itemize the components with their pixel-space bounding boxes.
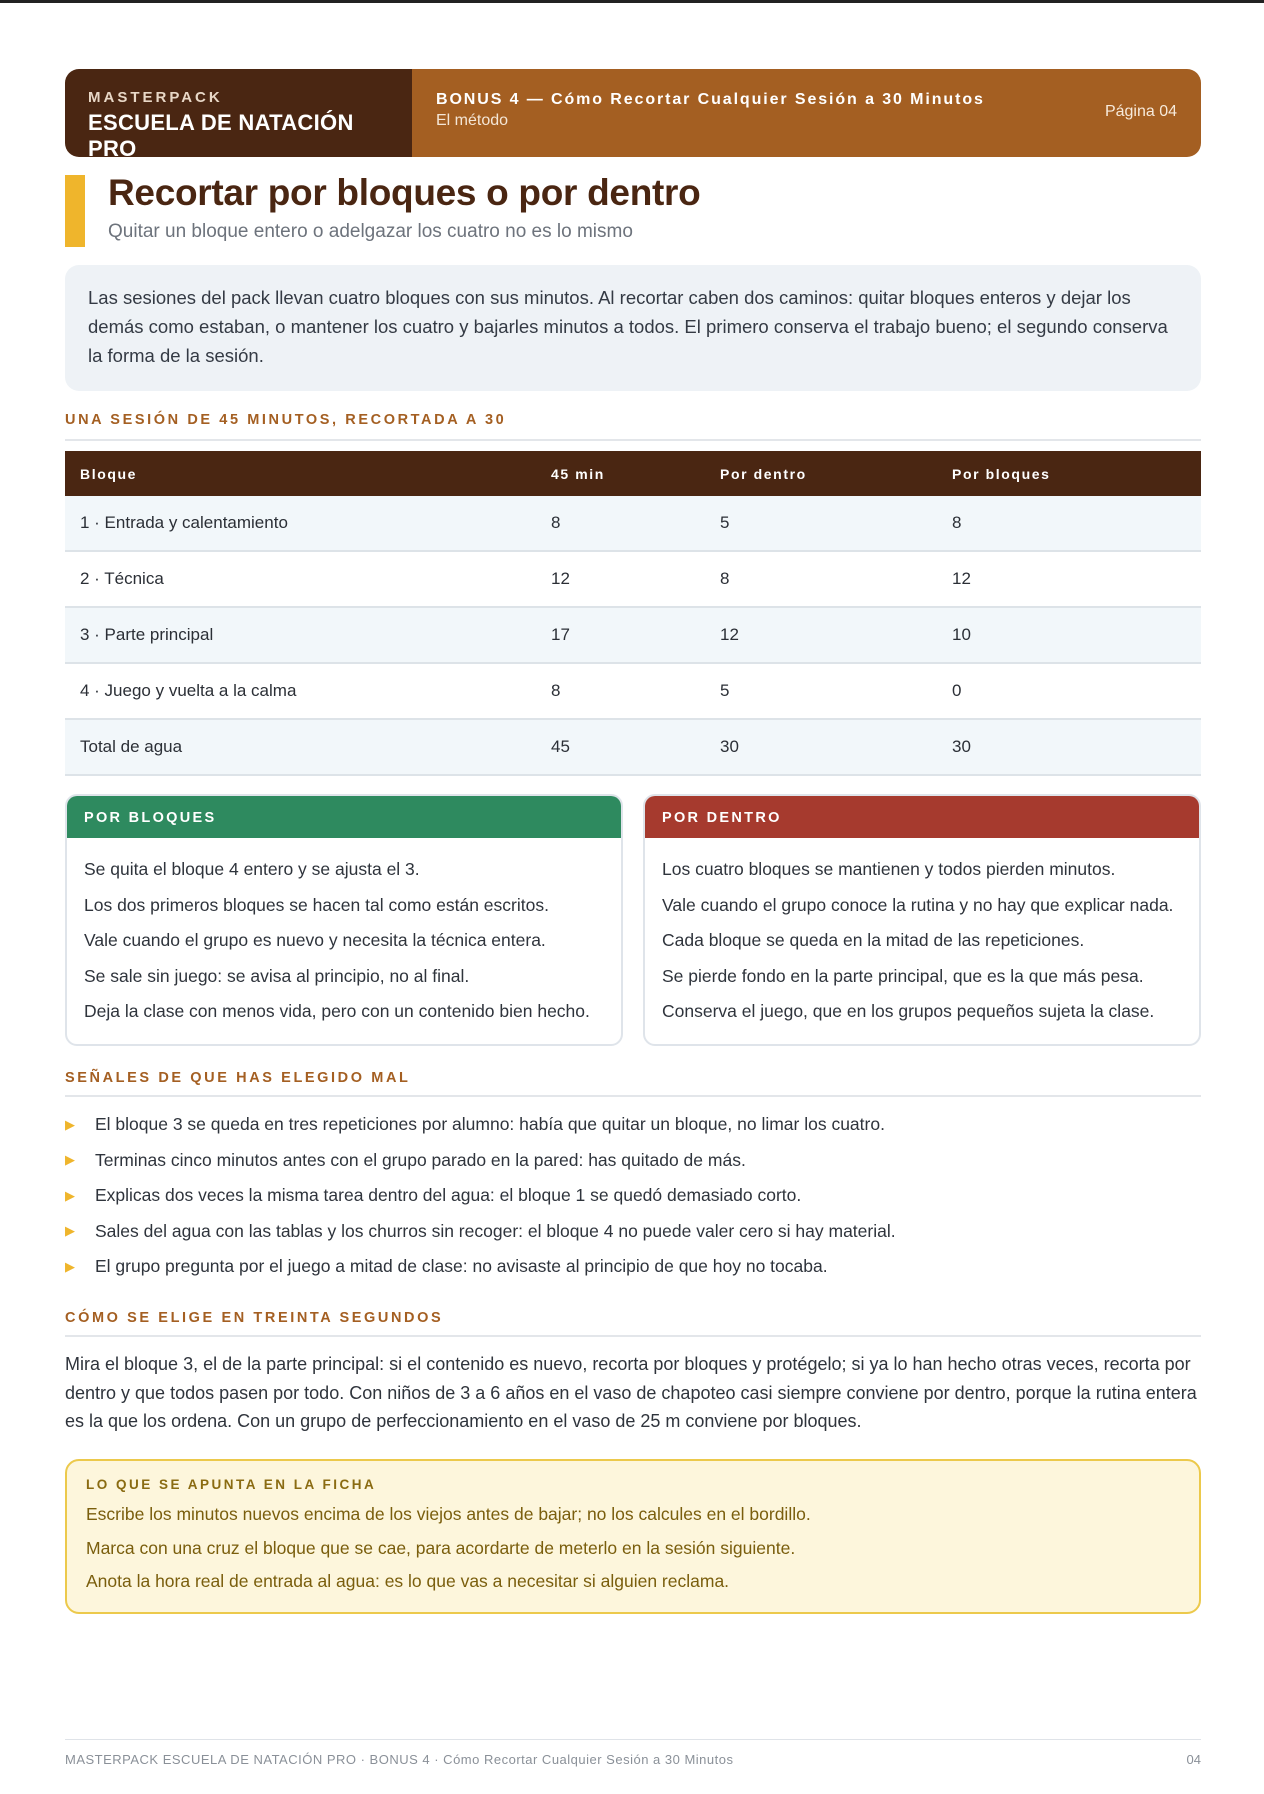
list-item [65,1107,1201,1143]
footer-page-number: 04 [1186,1752,1201,1767]
list-item [65,1178,1201,1214]
note-item: Escribe los minutos nuevos encima de los viejos antes de bajar; no los calcules en el bordillo. [86,1504,811,1524]
table-row [65,552,1201,608]
card-item: Cada bloque se queda en la mitad de las repeticiones. [662,930,1085,950]
table-cell: 1 · Entrada y calentamiento [80,513,288,532]
header-brand: ESCUELA DE NATACIÓN PRO [88,110,354,157]
table-header-cell: Bloque [80,465,138,482]
table-total-row [65,720,1201,776]
table-cell: 2 · Técnica [80,569,164,588]
table-cell: 0 [952,681,962,700]
section-divider [65,1095,1201,1097]
card-item: Se sale sin juego: se avisa al principio, no al final. [84,965,470,986]
choose-paragraph: Mira el bloque 3, el de la parte principal: si el contenido es nuevo, recorta por bloques y protégelo; si ya lo han hecho otras veces, recorta por dentro y que todos pasen por todo. Con niños de 3 a 6 años en el vaso de chapoteo casi siempre conviene por dentro, porque la rutina entera es la que los ordena. Con un grupo de perfeccionamiento en el vaso de 25 m conviene por bloques. [65,1354,1197,1431]
list-item-text: El bloque 3 se queda en tres repeticiones por alumno: había que quitar un bloque, no limar los cuatro. [95,1114,885,1135]
table-row [65,608,1201,664]
table-cell: 3 · Parte principal [80,625,214,644]
header-kicker: MASTERPACK [88,89,223,106]
card-item: Deja la clase con menos vida, pero con un contenido bien hecho. [84,1001,590,1021]
table-header-cell: Por bloques [952,465,1051,482]
table-cell: 8 [952,513,962,532]
list-item-text: Explicas dos veces la misma tarea dentro del agua: el bloque 1 se quedó demasiado corto. [95,1185,802,1206]
page-header [65,69,1201,157]
header-section: El método [436,112,509,129]
table-cell: 30 [952,737,971,756]
triangle-right-icon: ▶ [65,1258,75,1274]
card-item: Los cuatro bloques se mantienen y todos pierden minutos. [662,859,1116,879]
table-cell: 5 [720,513,730,532]
note-list [86,1498,1180,1599]
list-item-text: Sales del agua con las tablas y los churros sin recoger: el bloque 4 no puede valer cero si hay material. [95,1220,896,1241]
table-cell: 8 [720,569,730,588]
card-title: POR BLOQUES [67,796,621,838]
table-cell: 10 [952,625,971,644]
page-title: Recortar por bloques o por dentro [108,172,701,213]
card-item: Conserva el juego, que en los grupos pequeños sujeta la clase. [662,1001,1155,1021]
table-row [65,496,1201,552]
table-row [65,664,1201,720]
card-body [645,838,1199,1044]
card-title: POR DENTRO [645,796,1199,838]
choose-section-heading: CÓMO SE ELIGE EN TREINTA SEGUNDOS [65,1310,444,1326]
triangle-right-icon: ▶ [65,1152,75,1168]
card-item: Se pierde fondo en la parte principal, que es la que más pesa. [662,965,1144,986]
table-cell: 12 [551,569,570,588]
table-cell: 12 [952,569,971,588]
page-subtitle: Quitar un bloque entero o adelgazar los cuatro no es lo mismo [108,221,633,242]
minutes-table [65,451,1201,776]
card-por-bloques [65,794,623,1046]
list-item-text: Terminas cinco minutos antes con el grupo parado en la pared: has quitado de más. [95,1149,746,1170]
triangle-right-icon: ▶ [65,1116,75,1132]
table-cell: 5 [720,681,730,700]
card-item: Vale cuando el grupo es nuevo y necesita la técnica entera. [84,930,546,950]
note-title: LO QUE SE APUNTA EN LA FICHA [86,1477,377,1492]
intro-box: Las sesiones del pack llevan cuatro bloques con sus minutos. Al recortar caben dos caminos: quitar bloques enteros y dejar los demás como estaban, o mantener los cuatro y bajarles minutos a todos. El primero conserva el trabajo bueno; el segundo conserva la forma de la sesión. [65,265,1201,391]
top-border [0,0,1264,3]
list-item [65,1143,1201,1179]
list-item [65,1214,1201,1250]
table-cell: Total de agua [80,737,183,756]
table-header-cell: Por dentro [720,465,807,482]
table-cell: 8 [551,513,561,532]
signals-list [65,1107,1201,1285]
table-header [65,451,1201,496]
note-box [65,1459,1201,1614]
table-cell: 17 [551,625,570,644]
table-section-heading: UNA SESIÓN DE 45 MINUTOS, RECORTADA A 30 [65,412,507,428]
list-item [65,1249,1201,1285]
card-item: Se quita el bloque 4 entero y se ajusta el 3. [84,859,420,879]
table-cell: 12 [720,625,739,644]
title-accent-bar [65,175,85,247]
triangle-right-icon: ▶ [65,1223,75,1239]
table-header-cell: 45 min [551,465,605,482]
list-item-text: El grupo pregunta por el juego a mitad de clase: no avisaste al principio de que hoy no tocaba. [95,1256,828,1277]
note-item: Anota la hora real de entrada al agua: es lo que vas a necesitar si alguien reclama. [86,1571,730,1591]
table-cell: 4 · Juego y vuelta a la calma [80,681,297,700]
section-divider [65,1335,1201,1337]
card-por-dentro [643,794,1201,1046]
note-item: Marca con una cruz el bloque que se cae, para acordarte de meterlo en la sesión siguiente. [86,1537,796,1558]
footer-text: MASTERPACK ESCUELA DE NATACIÓN PRO · BONUS 4 · Cómo Recortar Cualquier Sesión a 30 Minutos [65,1752,734,1767]
triangle-right-icon: ▶ [65,1187,75,1203]
table-cell: 45 [551,737,570,756]
card-item: Los dos primeros bloques se hacen tal como están escritos. [84,894,549,915]
footer-divider [65,1739,1201,1740]
table-cell: 30 [720,737,739,756]
card-body [67,838,621,1044]
card-item: Vale cuando el grupo conoce la rutina y no hay que explicar nada. [662,894,1174,915]
header-info-block [412,69,1201,157]
header-bonus-title: BONUS 4 — Cómo Recortar Cualquier Sesión a 30 Minutos [436,91,985,108]
signals-section-heading: SEÑALES DE QUE HAS ELEGIDO MAL [65,1070,411,1086]
header-page-label: Página 04 [1104,103,1177,120]
section-divider [65,439,1201,441]
header-brand-block [65,69,412,157]
table-cell: 8 [551,681,561,700]
